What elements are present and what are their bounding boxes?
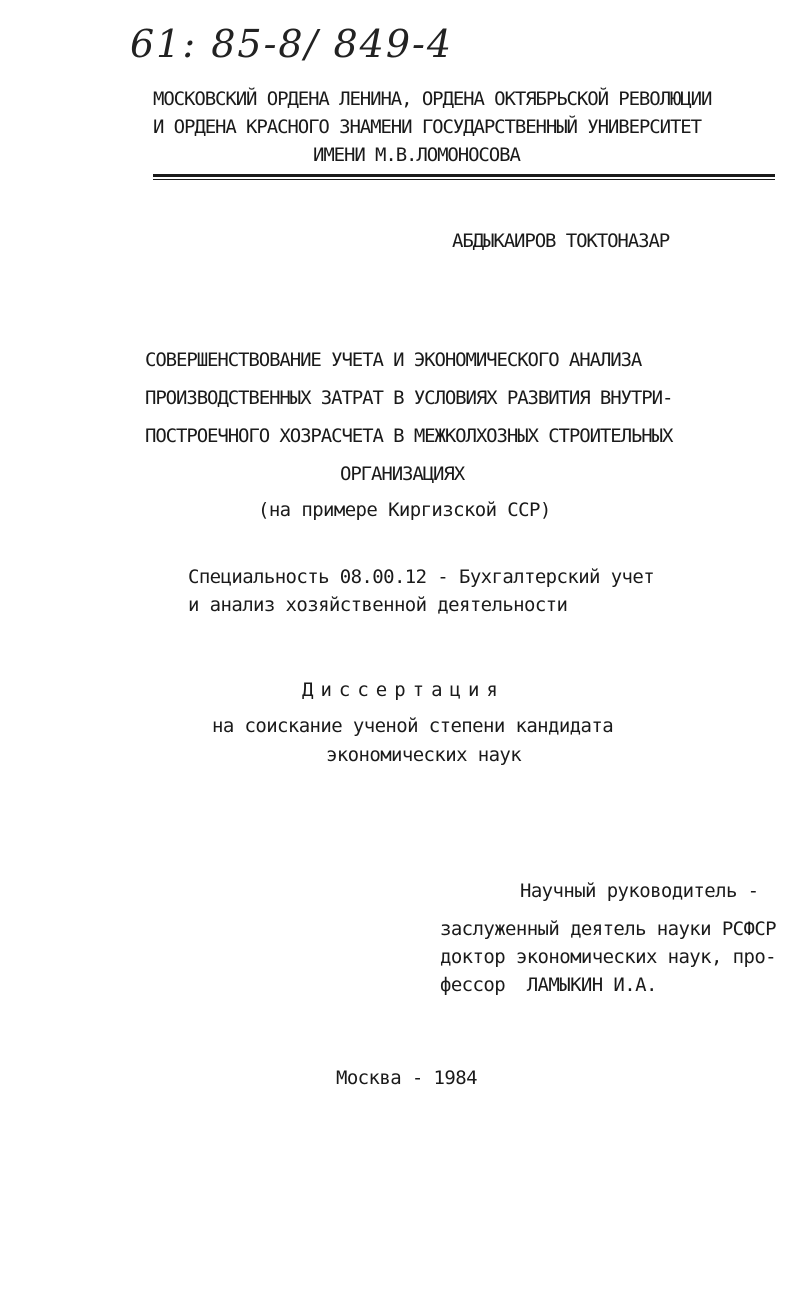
title-line-3: ПОСТРОЕЧНОГО ХОЗРАСЧЕТА В МЕЖКОЛХОЗНЫХ СТРОИТЕЛЬНЫХ	[145, 425, 673, 447]
archive-code: 61: 85-8/ 849-4	[130, 22, 454, 66]
title-line-1: СОВЕРШЕНСТВОВАНИЕ УЧЕТА И ЭКОНОМИЧЕСКОГО АНАЛИЗА	[145, 349, 642, 371]
city-year: Москва - 1984	[336, 1067, 477, 1089]
supervisor-label: Научный руководитель -	[520, 880, 759, 902]
title-line-2: ПРОИЗВОДСТВЕННЫХ ЗАТРАТ В УСЛОВИЯХ РАЗВИТИЯ ВНУТРИ-	[145, 387, 673, 409]
header-divider-thin	[153, 179, 775, 180]
header-divider	[153, 174, 775, 177]
university-line-1: МОСКОВСКИЙ ОРДЕНА ЛЕНИНА, ОРДЕНА ОКТЯБРЬСКОЙ РЕВОЛЮЦИИ	[153, 88, 712, 110]
supervisor-line-3: фессор ЛАМЫКИН И.А.	[440, 974, 657, 996]
title-subtitle: (на примере Киргизской ССР)	[258, 499, 551, 521]
dissertation-line-1: на соискание ученой степени кандидата	[212, 715, 614, 737]
specialty-line-2: и анализ хозяйственной деятельности	[188, 594, 568, 616]
author-name: АБДЫКАИРОВ ТОКТОНАЗАР	[452, 230, 670, 252]
university-line-2: И ОРДЕНА КРАСНОГО ЗНАМЕНИ ГОСУДАРСТВЕННЫЙ УНИВЕРСИТЕТ	[153, 116, 701, 138]
supervisor-line-1: заслуженный деятель науки РСФСР	[440, 918, 777, 940]
title-line-4: ОРГАНИЗАЦИЯХ	[340, 463, 465, 485]
dissertation-heading: Диссертация	[302, 679, 505, 701]
dissertation-line-2: экономических наук	[326, 744, 522, 766]
specialty-line-1: Специальность 08.00.12 - Бухгалтерский учет	[188, 566, 655, 588]
supervisor-line-2: доктор экономических наук, про-	[440, 946, 777, 968]
university-line-3: ИМЕНИ М.В.ЛОМОНОСОВА	[313, 144, 520, 166]
